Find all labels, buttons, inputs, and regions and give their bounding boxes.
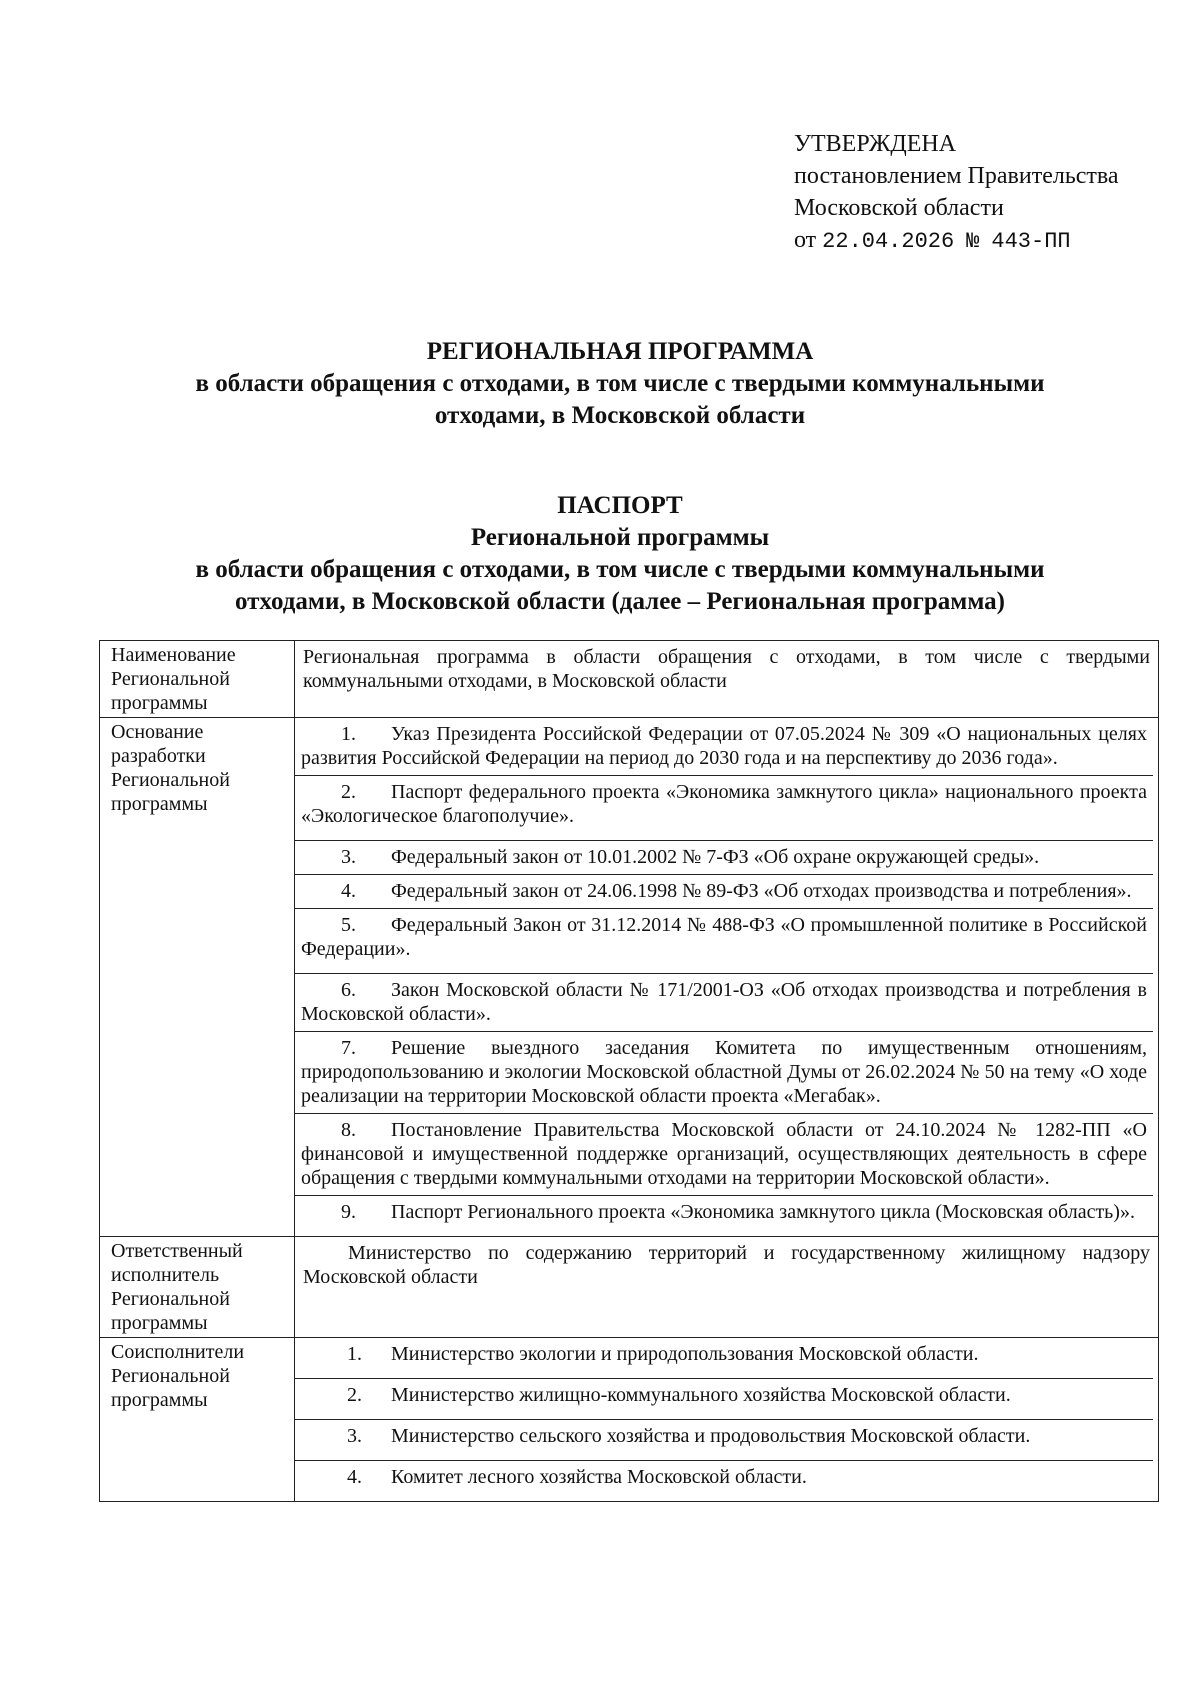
list-item [295, 1461, 1153, 1501]
list-item [295, 1379, 1153, 1420]
list-item [295, 875, 1153, 909]
table-row-responsible [100, 1237, 1159, 1338]
item-number: 2. [341, 781, 356, 803]
item-text: Паспорт Регионального проекта «Экономика замкнутого цикла (Московская область)». [391, 1201, 1135, 1223]
item-text: Министерство сельского хозяйства и продовольствия Московской области. [391, 1425, 1031, 1447]
approval-line-2: постановлением Правительства [794, 163, 1119, 189]
table-row-coexecutors [100, 1338, 1159, 1502]
list-item [295, 1114, 1153, 1196]
list-item [295, 1032, 1153, 1114]
list-item [295, 776, 1153, 841]
list-item [295, 974, 1153, 1032]
list-item [295, 909, 1153, 974]
item-text: Федеральный Закон от 31.12.2014 № 488-ФЗ «О промышленной политике в Российской Федерации». [301, 914, 1147, 960]
program-name-value: Региональная программа в области обращения с отходами, в том числе с твердыми коммунальными отходами, в Московской области [303, 646, 1150, 692]
item-number: 4. [347, 1466, 362, 1488]
item-text: Министерство жилищно-коммунального хозяйства Московской области. [391, 1384, 1011, 1406]
item-text: Решение выездного заседания Комитета по имущественным отношениям, природопользованию и экологии Московской областной Думы от 26.02.2024 № 50 на тему «О ходе реализации на территории Московской области проекта «Мегабак». [301, 1037, 1147, 1107]
item-text: Указ Президента Российской Федерации от 07.05.2024 № 309 «О национальных целях развития Российской Федерации на период до 2030 года и на перспективу до 2036 года». [301, 723, 1147, 769]
passport-title-line-3: в области обращения с отходами, в том числе с твердыми коммунальными [195, 556, 1045, 583]
item-text: Министерство экологии и природопользования Московской области. [391, 1343, 979, 1365]
item-number: 5. [341, 914, 356, 936]
item-text: Федеральный закон от 24.06.1998 № 89-ФЗ «Об отходах производства и потребления». [391, 880, 1132, 902]
approval-line-3: Московской области [794, 195, 1004, 221]
approval-number-sign: № [966, 229, 980, 254]
row-value-responsible [295, 1237, 1159, 1338]
approval-date: 22.04.2026 [822, 229, 955, 254]
program-title-line-2: в области обращения с отходами, в том числе с твердыми коммунальными [195, 370, 1045, 397]
passport-title [120, 490, 1120, 618]
item-number: 8. [341, 1119, 356, 1141]
item-number: 4. [341, 880, 356, 902]
table-row-name [100, 641, 1159, 718]
row-value-name [295, 641, 1159, 718]
coexecutors-list [295, 1338, 1159, 1502]
passport-title-line-4: отходами, в Московской области (далее – Региональная программа) [234, 588, 1006, 615]
item-text: Комитет лесного хозяйства Московской области. [391, 1466, 807, 1488]
item-text: Закон Московской области № 171/2001-ОЗ «Об отходах производства и потребления в Московской области». [301, 979, 1147, 1025]
item-text: Постановление Правительства Московской области от 24.10.2024 № 1282-ПП «О финансовой и имущественной поддержке организаций, осуществляющих деятельность в сфере обращения с твердыми коммунальными отходами на территории Московской области». [301, 1119, 1147, 1189]
passport-title-line-1: ПАСПОРТ [557, 492, 683, 519]
row-label-responsible: Ответственный исполнитель Региональной программы [100, 1237, 295, 1338]
item-number: 1. [347, 1343, 362, 1365]
list-item [295, 1420, 1153, 1461]
program-title-line-1: РЕГИОНАЛЬНАЯ ПРОГРАММА [426, 338, 814, 365]
approval-date-prefix: от [794, 227, 817, 253]
approval-date-line [794, 224, 1119, 258]
list-item [295, 841, 1153, 875]
list-item [295, 718, 1153, 776]
item-number: 3. [341, 846, 356, 868]
item-number: 2. [347, 1384, 362, 1406]
responsible-value: Министерство по содержанию территорий и государственному жилищному надзору Московской области [303, 1242, 1150, 1288]
item-text: Федеральный закон от 10.01.2002 № 7-ФЗ «Об охране окружающей среды». [391, 846, 1040, 868]
program-title [120, 336, 1120, 432]
item-number: 1. [341, 723, 356, 745]
item-number: 7. [341, 1037, 356, 1059]
row-label-coexecutors: Соисполнители Региональной программы [100, 1338, 295, 1502]
list-item [295, 1196, 1153, 1236]
table-row-basis [100, 718, 1159, 1237]
item-text: Паспорт федерального проекта «Экономика замкнутого цикла» национального проекта «Экологическое благополучие». [301, 781, 1147, 827]
row-label-basis: Основание разработки Региональной программы [100, 718, 295, 1237]
passport-table [99, 640, 1159, 1502]
approval-stamp [794, 128, 1119, 258]
list-item [295, 1338, 1153, 1379]
row-label-name: Наименование Региональной программы [100, 641, 295, 718]
basis-list [295, 718, 1159, 1237]
item-number: 6. [341, 979, 356, 1001]
approval-number: 443-ПП [991, 229, 1071, 254]
program-title-line-3: отходами, в Московской области [434, 402, 806, 429]
item-number: 3. [347, 1425, 362, 1447]
item-number: 9. [341, 1201, 356, 1223]
passport-title-line-2: Региональной программы [470, 524, 770, 551]
approval-line-1: УТВЕРЖДЕНА [794, 131, 957, 157]
